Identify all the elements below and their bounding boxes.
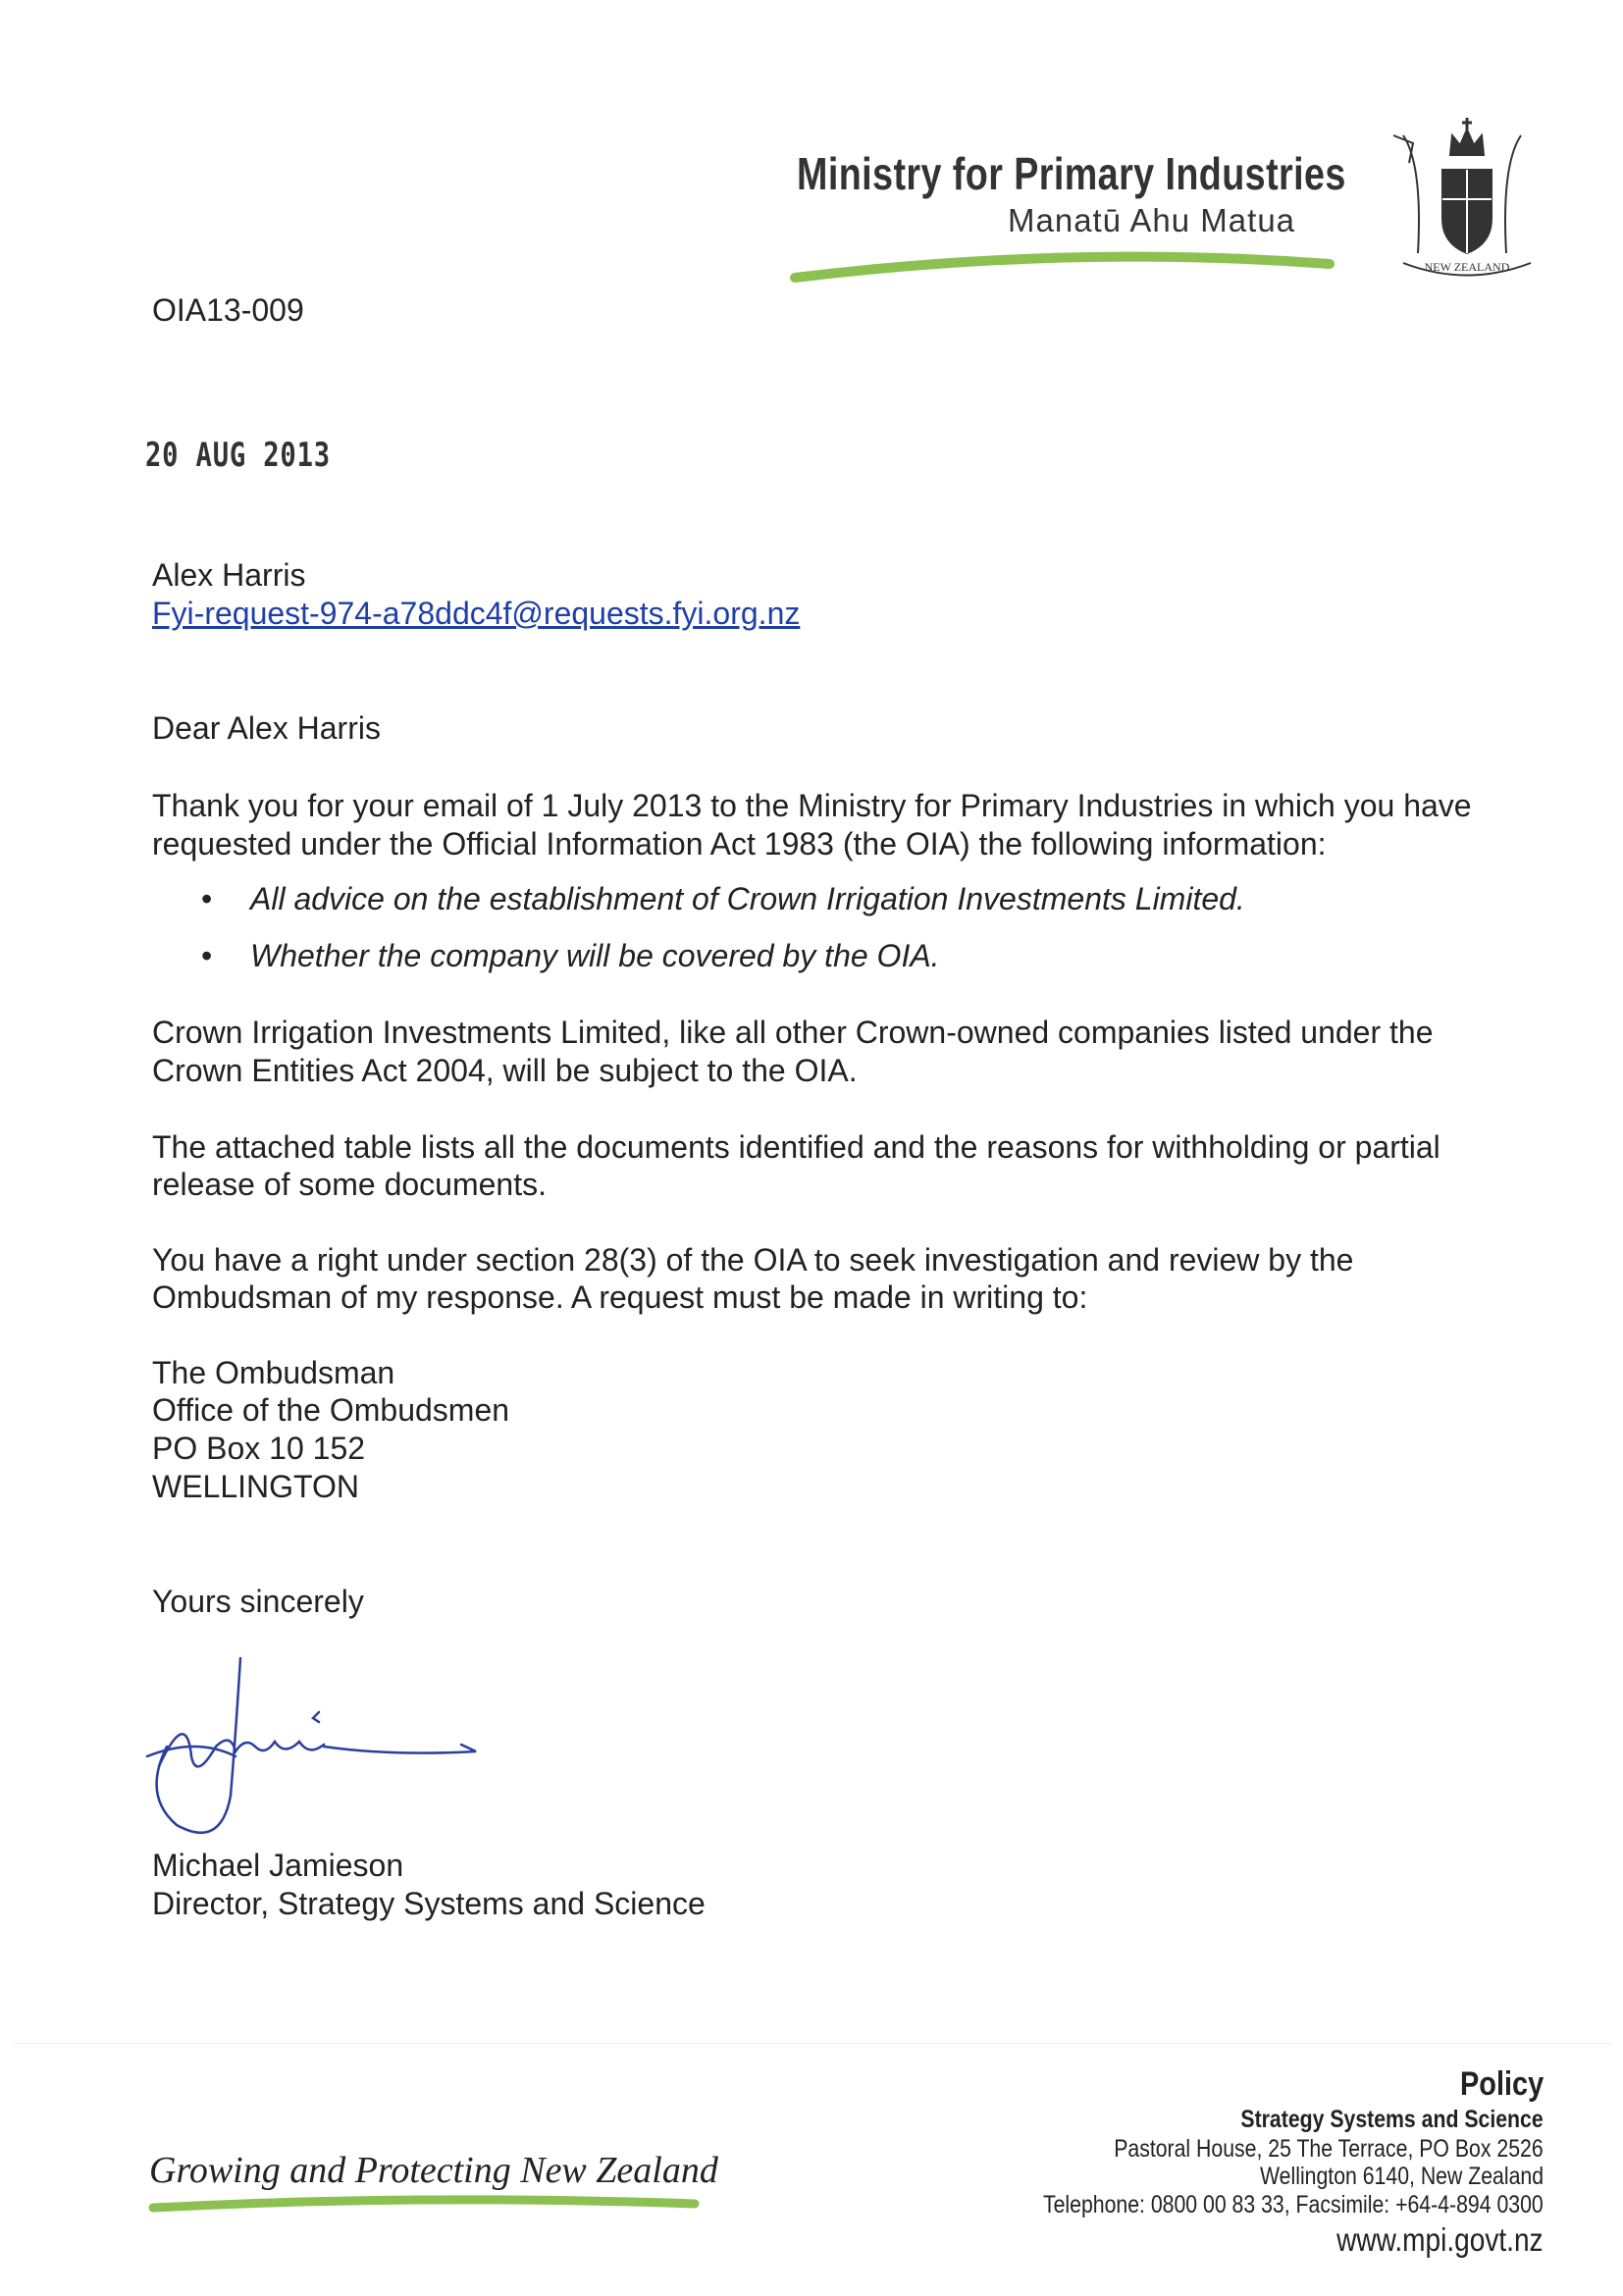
footer-divider (14, 2043, 1613, 2044)
paragraph-3-line-2: release of some documents. (152, 1167, 547, 1202)
footer-address-line-2: Wellington 6140, New Zealand (1259, 2163, 1544, 2190)
recipient-name: Alex Harris (152, 557, 306, 593)
request-list (152, 881, 1245, 995)
paragraph-2-line-2: Crown Entities Act 2004, will be subject to the OIA. (152, 1053, 858, 1088)
closing: Yours sincerely (152, 1584, 364, 1619)
paragraph-1-line-2: requested under the Official Information Act 1983 (the OIA) the following information: (152, 826, 1327, 861)
salutation: Dear Alex Harris (152, 710, 381, 746)
address-line: PO Box 10 152 (152, 1431, 366, 1466)
signatory-title: Director, Strategy Systems and Science (152, 1886, 706, 1921)
signature (137, 1648, 491, 1854)
footer-unit: Strategy Systems and Science (1240, 2106, 1544, 2133)
footer-swoosh (145, 2190, 705, 2218)
crest-text: NEW ZEALAND (1424, 260, 1510, 274)
footer-contact: Telephone: 0800 00 83 33, Facsimile: +64-4-894 0300 (1043, 2191, 1544, 2218)
paragraph-2-line-1: Crown Irrigation Investments Limited, like all other Crown-owned companies listed under the (152, 1015, 1434, 1050)
org-name: Ministry for Primary Industries (797, 148, 1346, 199)
signatory-name: Michael Jamieson (152, 1848, 404, 1883)
address-line: WELLINGTON (152, 1469, 359, 1504)
address-line: The Ombudsman (152, 1355, 395, 1390)
footer-tagline: Growing and Protecting New Zealand (149, 2150, 718, 2191)
nz-coat-of-arms-icon (1374, 116, 1560, 292)
address-line: Office of the Ombudsmen (152, 1392, 510, 1428)
request-item: • All advice on the establishment of Crown Irrigation Investments Limited. (152, 881, 1245, 938)
paragraph-4-line-1: You have a right under section 28(3) of the OIA to seek investigation and review by the (152, 1242, 1354, 1278)
header-swoosh (785, 250, 1344, 286)
org-name-maori: Manatū Ahu Matua (1008, 202, 1296, 238)
footer-address-line-1: Pastoral House, 25 The Terrace, PO Box 2526 (1114, 2135, 1544, 2163)
reference-number: OIA13-009 (152, 292, 304, 328)
paragraph-3-line-1: The attached table lists all the documents identified and the reasons for withholding or partial (152, 1129, 1440, 1165)
recipient-email-link[interactable]: Fyi-request-974-a78ddc4f@requests.fyi.org.nz (152, 596, 801, 631)
footer-website: www.mpi.govt.nz (1336, 2221, 1544, 2258)
paragraph-4-line-2: Ombudsman of my response. A request must be made in writing to: (152, 1279, 1088, 1315)
date-stamp: 20 AUG 2013 (145, 436, 331, 475)
paragraph-1-line-1: Thank you for your email of 1 July 2013 to the Ministry for Primary Industries in which you have (152, 788, 1472, 823)
request-item: • Whether the company will be covered by the OIA. (152, 938, 1245, 995)
footer-division: Policy (1459, 2065, 1544, 2103)
